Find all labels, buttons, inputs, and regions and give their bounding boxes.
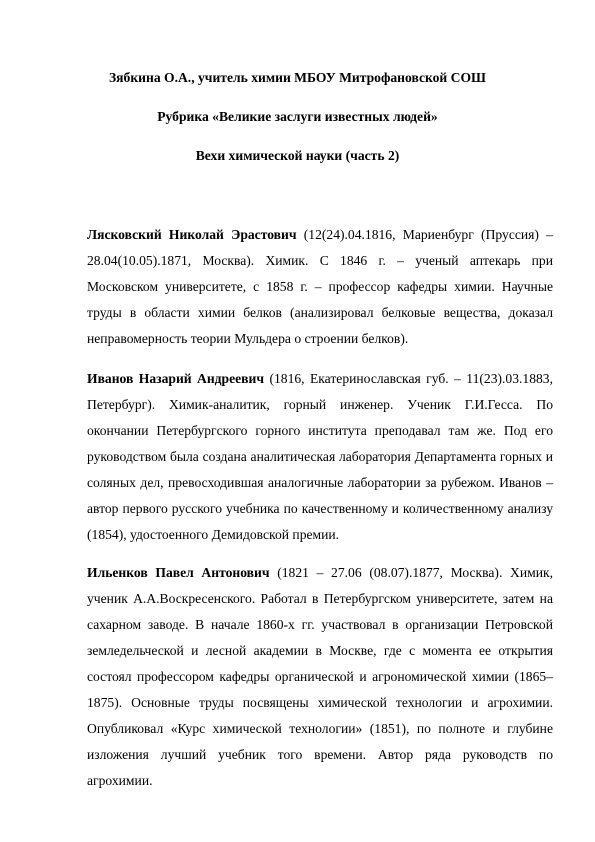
entry-name: Ильенков Павел Антонович (87, 565, 270, 580)
entry-text: (1821 – 27.06 (08.07).1877, Москва). Химик, ученик А.А.Воскресенского. Работал в Петербургском университете, затем на сахарном заводе. В начале 1860-х гг. участвовал в организации Петровской земледельческой и лесной академии в Москве, где с момента ее открытия состоял профессором кафедры органической и агрономической химии (1865–1875). Основные труды посвящены химической технологии и агрохимии. Опубликовал «Курс химической технологии» (1851), по полноте и глубине изложения лучший учебник того времени. Автор ряда руководств по агрохимии. (87, 565, 553, 788)
document-title: Вехи химической науки (часть 2) (195, 148, 400, 163)
entry-ilyenkov (87, 560, 553, 794)
entry-name: Лясковский Николай Эрастович (87, 227, 297, 242)
entry-text: (12(24).04.1816, Мариенбург (Пруссия) – 28.04(10.05).1871, Москва). Химик. С 1846 г. – ученый аптекарь при Московском университете, с 1858 г. – профессор кафедры химии. Научные труды в области химии белков (анализировал белковые вещества, доказал неправомерность теории Мульдера о строении белков). (87, 227, 553, 346)
rubric-line: Рубрика «Великие заслуги известных людей» (157, 109, 438, 124)
entry-lyaskovsky (87, 222, 553, 352)
entry-name: Иванов Назарий Андреевич (87, 371, 265, 386)
entry-ivanov (87, 366, 553, 548)
entry-text: (1816, Екатеринославская губ. – 11(23).03.1883, Петербург). Химик-аналитик, горный инженер. Ученик Г.И.Гесса. По окончании Петербургского горного института преподавал там же. Под его руководством была создана аналитическая лаборатория Департамента горных и соляных дел, превосходившая аналогичные лаборатории за рубежом. Иванов – автор первого русского учебника по качественному и количественному анализу (1854), удостоенного Демидовской премии. (87, 371, 553, 542)
author-line: Зябкина О.А., учитель химии МБОУ Митрофановской СОШ (109, 70, 486, 85)
